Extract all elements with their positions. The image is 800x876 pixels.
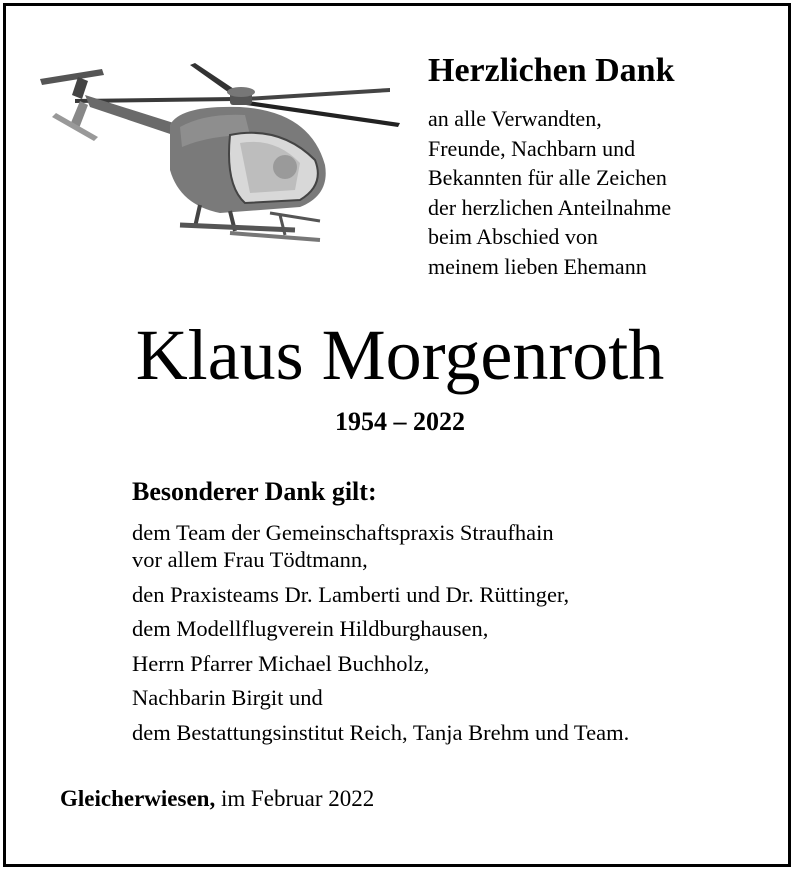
special-thanks-line: den Praxisteams Dr. Lamberti und Dr. Rüttinger, [132,581,570,607]
place: Gleicherwiesen, [60,786,216,811]
special-thanks-line: vor allem Frau Tödtmann, [132,547,368,572]
thanks-line: beim Abschied von [428,224,598,249]
special-thanks-line: Herrn Pfarrer Michael Buchholz, [132,650,430,676]
deceased-name: Klaus Morgenroth [135,315,665,395]
thanks-line: der herzlichen Anteilnahme [428,194,672,220]
special-thanks-line: dem Bestattungsinstitut Reich, Tanja Brehm und Team. [132,719,630,745]
thanks-title: Herzlichen Dank [428,52,675,89]
special-thanks-line: dem Team der Gemeinschaftspraxis Straufhain [132,520,554,545]
special-thanks-list [132,518,629,752]
place-date [60,786,374,812]
thanks-line: Freunde, Nachbarn und [428,135,636,161]
helicopter-icon [30,55,420,255]
special-thanks-line: dem Modellflugverein Hildburghausen, [132,616,489,641]
thanks-line: an alle Verwandten, [428,106,602,131]
thanks-line: meinem lieben Ehemann [428,253,647,279]
special-thanks-line: Nachbarin Birgit und [132,685,323,710]
thanks-text [428,104,671,281]
date: im Februar 2022 [220,786,375,811]
life-years: 1954 – 2022 [335,407,465,436]
special-thanks-title: Besonderer Dank gilt: [132,477,377,506]
thanks-line: Bekannten für alle Zeichen [428,165,667,190]
